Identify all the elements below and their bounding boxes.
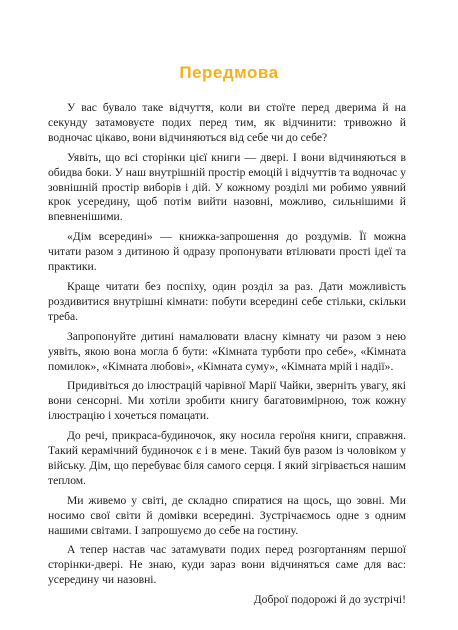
body-text: [48, 101, 406, 613]
paragraph: Ми живемо у світі, де складно спиратися на щось, що зовні. Ми носимо свої світи й домівки всередині. Зустрічаємось одне з одним нашими світами. І запрошуємо до себе на гостину.: [48, 493, 406, 537]
paragraph: Уявіть, що всі сторінки цієї книги — двері. І вони відчиняються в обидва боки. У наш внутрішній простір емоцій і відчуттів та водночас у зовнішній простір виборів і дій. У кожному розділі ми робимо уявний крок усередину, щоб потім вийти назовні, можливо, сильнішими й впевненішими.: [48, 150, 406, 224]
paragraph: До речі, прикраса-будиночок, яку носила героїня книги, справжня. Такий керамічний будиночок є і в мене. Такий був разом із чоловіком у війську. Дім, що перебуває біля самого серця. І який зігрівається нашим теплом.: [48, 429, 406, 487]
paragraph: А тепер настав час затамувати подих перед розгортанням першої сторінки-двері. Не знаю, куди зараз вони відчиняться саме для вас: усередину чи назовні.: [48, 543, 406, 587]
paragraph: Краще читати без поспіху, один розділ за раз. Дати можливість роздивитися внутрішні кімнати: побути всередині себе стільки, скільки треба.: [48, 279, 406, 323]
paragraph: «Дім всередині» — книжка-запрошення до роздумів. Її можна читати разом з дитиною й одразу пропонувати втілювати прості ідеї та практики.: [48, 230, 406, 274]
paragraph: У вас бувало таке відчуття, коли ви стоїте перед дверима й на секунду затамовуєте подих перед тим, як відчинити: тривожно й водночас цікаво, вони відчиняються від себе чи до себе?: [48, 101, 406, 144]
page-title: Передмова: [179, 63, 279, 82]
signoff: Доброї подорожі й до зустрічі!: [253, 593, 406, 607]
paragraph: Придивіться до ілюстрацій чарівної Марії Чайки, зверніть увагу, які вони сенсорні. Ми хотіли зробити книгу багатовимірною, тож кожну ілюстрацію і хочеться помацати.: [48, 379, 406, 423]
paragraph: Запропонуйте дитині намалювати власну кімнату чи разом з нею уявіть, якою вона могла б бути: «Кімната турботи про себе», «Кімната помилок», «Кімната любові», «Кімната суму», «Кімната мрій і надії».: [48, 329, 406, 373]
